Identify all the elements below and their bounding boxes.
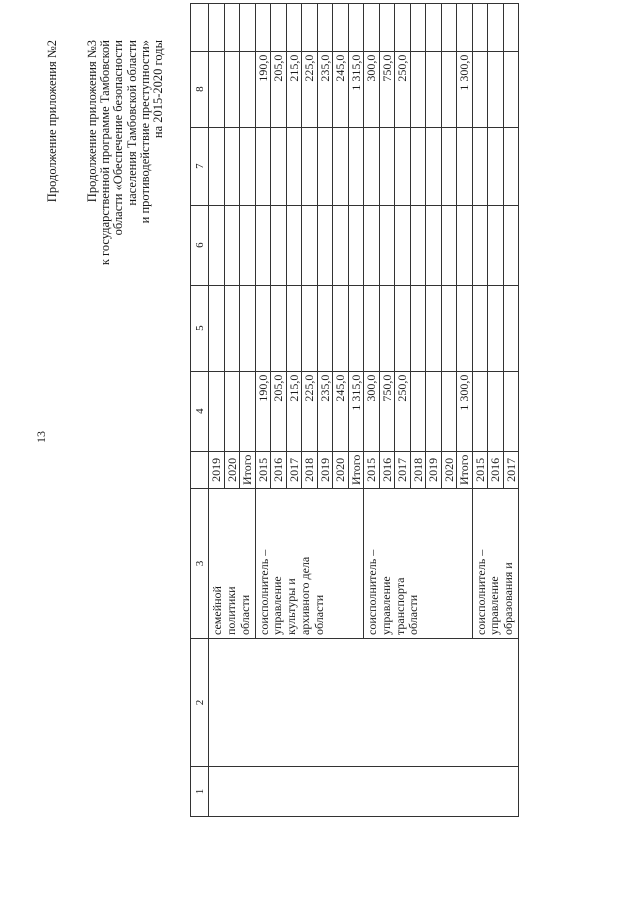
total-cell: 245,0 [333,51,349,127]
col7-cell [317,127,333,205]
col6-cell [472,205,488,285]
year-cell: 2020 [333,451,349,488]
executor-cell: соисполнитель – управление транспорта области [364,489,473,639]
amount-cell: 750,0 [379,371,395,451]
column-number: 1 [191,767,209,817]
col6-cell [410,205,426,285]
amount-cell [224,371,240,451]
col5-cell [426,285,442,371]
col7-cell [302,127,318,205]
amount-cell [441,371,457,451]
year-cell: Итого [457,451,473,488]
col5-cell [395,285,411,371]
table-body [209,3,519,816]
spacer-cell [410,3,426,51]
col6-cell [395,205,411,285]
total-cell: 205,0 [271,51,287,127]
col7-cell [441,127,457,205]
amount-cell [240,371,256,451]
col6-cell [503,205,519,285]
col5-cell [209,285,225,371]
col7-cell [457,127,473,205]
spacer-cell [255,3,271,51]
appendix-subheader [86,40,165,265]
year-cell: 2019 [426,451,442,488]
col7-cell [271,127,287,205]
executor-cell: соисполнитель – управление культуры и архивного дела области [255,489,364,639]
col6-cell [271,205,287,285]
subheader-line: на 2015-2020 годы [151,40,166,139]
col6-cell [333,205,349,285]
spacer-cell [302,3,318,51]
col5-cell [410,285,426,371]
col5-cell [333,285,349,371]
total-cell [240,51,256,127]
table-row [209,3,225,816]
appendix-continuation-header: Продолжение приложения №2 [45,40,59,203]
spacer-cell [317,3,333,51]
year-cell: 2017 [395,451,411,488]
col7-cell [364,127,380,205]
col5-cell [286,285,302,371]
amount-cell: 205,0 [271,371,287,451]
col7-cell [472,127,488,205]
executor-cell: семейной политики области [209,489,256,639]
col6-cell [441,205,457,285]
col5-cell [317,285,333,371]
spacer-cell [286,3,302,51]
col5-cell [240,285,256,371]
col5-cell [457,285,473,371]
amount-cell: 1 300,0 [457,371,473,451]
year-cell: 2016 [379,451,395,488]
funding-table [190,3,519,817]
amount-cell: 215,0 [286,371,302,451]
spacer-cell [395,3,411,51]
amount-cell [472,371,488,451]
col5-cell [348,285,364,371]
col6-cell [224,205,240,285]
total-cell [209,51,225,127]
col5-cell [364,285,380,371]
column-number: 4 [191,371,209,451]
amount-cell: 245,0 [333,371,349,451]
subheader-line: Продолжение приложения №3 [85,40,99,203]
spacer-cell [426,3,442,51]
year-cell: 2015 [364,451,380,488]
col7-cell [286,127,302,205]
col6-cell [240,205,256,285]
total-cell: 190,0 [255,51,271,127]
spacer-cell [488,3,504,51]
col5-cell [503,285,519,371]
col5-cell [488,285,504,371]
total-cell: 1 315,0 [348,51,364,127]
row-col2-empty [209,639,519,767]
year-cell: 2020 [441,451,457,488]
column-number: 5 [191,285,209,371]
col6-cell [457,205,473,285]
amount-cell [426,371,442,451]
col5-cell [472,285,488,371]
year-cell: 2019 [209,451,225,488]
amount-cell: 190,0 [255,371,271,451]
col7-cell [488,127,504,205]
column-number-spacer [191,451,209,488]
spacer-cell [209,3,225,51]
amount-cell: 250,0 [395,371,411,451]
col7-cell [379,127,395,205]
col5-cell [302,285,318,371]
spacer-cell [472,3,488,51]
col7-cell [224,127,240,205]
spacer-cell [503,3,519,51]
page-number: 13 [34,431,48,443]
spacer-cell [224,3,240,51]
total-cell: 300,0 [364,51,380,127]
spacer-cell [457,3,473,51]
amount-cell: 1 315,0 [348,371,364,451]
spacer-cell [348,3,364,51]
col7-cell [209,127,225,205]
subheader-line: к государственной программе Тамбовской [98,40,113,266]
amount-cell [209,371,225,451]
column-number-spacer [191,3,209,51]
amount-cell [503,371,519,451]
total-cell: 215,0 [286,51,302,127]
total-cell [441,51,457,127]
spacer-cell [240,3,256,51]
column-number-row [191,3,209,816]
col6-cell [255,205,271,285]
col7-cell [333,127,349,205]
total-cell: 225,0 [302,51,318,127]
amount-cell: 225,0 [302,371,318,451]
subheader-line: и противодействие преступности» [137,40,152,224]
spacer-cell [441,3,457,51]
col7-cell [410,127,426,205]
col7-cell [240,127,256,205]
year-cell: 2018 [302,451,318,488]
col6-cell [286,205,302,285]
spacer-cell [364,3,380,51]
year-cell: 2015 [472,451,488,488]
col6-cell [302,205,318,285]
spacer-cell [271,3,287,51]
col6-cell [209,205,225,285]
total-cell [426,51,442,127]
column-number: 8 [191,51,209,127]
year-cell: 2017 [286,451,302,488]
year-cell: 2015 [255,451,271,488]
column-number: 6 [191,205,209,285]
spacer-cell [333,3,349,51]
total-cell: 250,0 [395,51,411,127]
year-cell: 2016 [271,451,287,488]
col6-cell [364,205,380,285]
total-cell [472,51,488,127]
col6-cell [379,205,395,285]
spacer-cell [379,3,395,51]
total-cell: 1 300,0 [457,51,473,127]
col6-cell [348,205,364,285]
executor-cell: соисполнитель – управление образования и [472,489,519,639]
col5-cell [255,285,271,371]
col7-cell [395,127,411,205]
year-cell: 2019 [317,451,333,488]
amount-cell: 235,0 [317,371,333,451]
col7-cell [503,127,519,205]
year-cell: Итого [240,451,256,488]
total-cell [224,51,240,127]
total-cell [503,51,519,127]
year-cell: 2018 [410,451,426,488]
subheader-line: области «Обеспечение безопасности [111,40,126,236]
total-cell: 750,0 [379,51,395,127]
total-cell [410,51,426,127]
col7-cell [348,127,364,205]
year-cell: Итого [348,451,364,488]
amount-cell [410,371,426,451]
col6-cell [317,205,333,285]
year-cell: 2017 [503,451,519,488]
total-cell [488,51,504,127]
col7-cell [426,127,442,205]
col5-cell [441,285,457,371]
total-cell: 235,0 [317,51,333,127]
col6-cell [426,205,442,285]
year-cell: 2016 [488,451,504,488]
amount-cell: 300,0 [364,371,380,451]
column-number: 7 [191,127,209,205]
amount-cell [488,371,504,451]
subheader-line: населения Тамбовской области [124,40,139,206]
col5-cell [224,285,240,371]
col5-cell [379,285,395,371]
col5-cell [271,285,287,371]
col6-cell [488,205,504,285]
row-col1-empty [209,767,519,817]
column-number: 3 [191,489,209,639]
column-number: 2 [191,639,209,767]
year-cell: 2020 [224,451,240,488]
col7-cell [255,127,271,205]
